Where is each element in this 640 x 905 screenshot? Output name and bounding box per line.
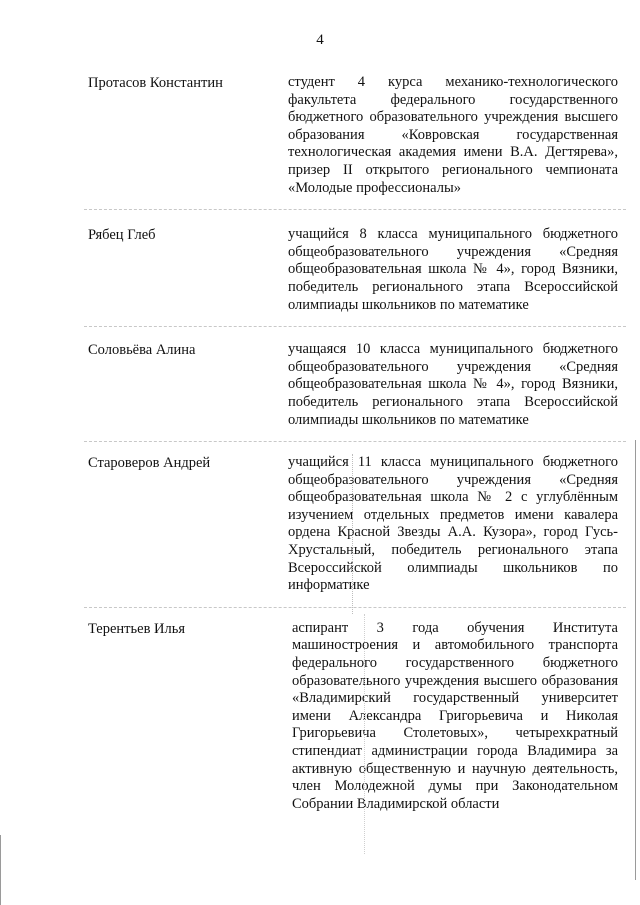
list-item [88, 620, 622, 814]
column-guide-line [364, 614, 365, 854]
person-name: Рябец Глеб [88, 227, 156, 244]
award-list-table [88, 74, 622, 813]
row-separator [84, 607, 626, 608]
person-description: учащийся 8 класса муниципального бюджетного общеобразовательного учреждения «Средняя общеобразовательная школа № 4», город Вязники, победитель регионального этапа Всероссийской олимпиады школьников по математике [288, 226, 618, 313]
list-item [88, 226, 622, 314]
list-item [88, 74, 622, 197]
column-guide-line [352, 454, 353, 614]
person-description: студент 4 курса механико-технологического факультета федерального государственного бюджетного образовательного учреждения высшего образования «Ковровская государственная технологическая академия имени В.А. Дегтярева», призер II открытого регионального чемпионата «Молодые профессионалы» [288, 74, 618, 196]
row-separator [84, 209, 626, 210]
person-name: Терентьев Илья [88, 620, 186, 637]
person-name: Протасов Константин [88, 75, 223, 91]
person-description: аспирант 3 года обучения Института машиностроения и автомобильного транспорта федерального государственного бюджетного образовательного учреждения высшего образования «Владимирский государственный университет имени Александра Григорьевича и Николая Григорьевича Столетовых», четырехкратный стипендиат администрации города Владимира за активную общественную и научную деятельность, член Молодежной думы при Законодательном Собрании Владимирской области [292, 619, 618, 812]
list-item [88, 454, 622, 595]
row-separator [84, 441, 626, 442]
scan-edge-line [635, 440, 636, 880]
person-description: учащийся 11 класса муниципального бюджетного общеобразовательного учреждения «Средняя общеобразовательная школа № 2 с углублённым изучением отдельных предметов имени кавалера ордена Красной Звезды А.А. Кузора», город Гусь-Хрустальный, победитель регионального этапа Всероссийской олимпиады школьников по информатике [288, 454, 618, 594]
person-name: Соловьёва Алина [88, 342, 196, 359]
list-item [88, 341, 622, 429]
scan-corner-mark [0, 835, 13, 905]
person-name: Староверов Андрей [88, 455, 211, 472]
page-number: 4 [316, 32, 324, 48]
row-separator [84, 326, 626, 327]
person-description: учащаяся 10 класса муниципального бюджетного общеобразовательного учреждения «Средняя общеобразовательная школа № 4», город Вязники, победитель регионального этапа Всероссийской олимпиады школьников по математике [288, 341, 618, 428]
